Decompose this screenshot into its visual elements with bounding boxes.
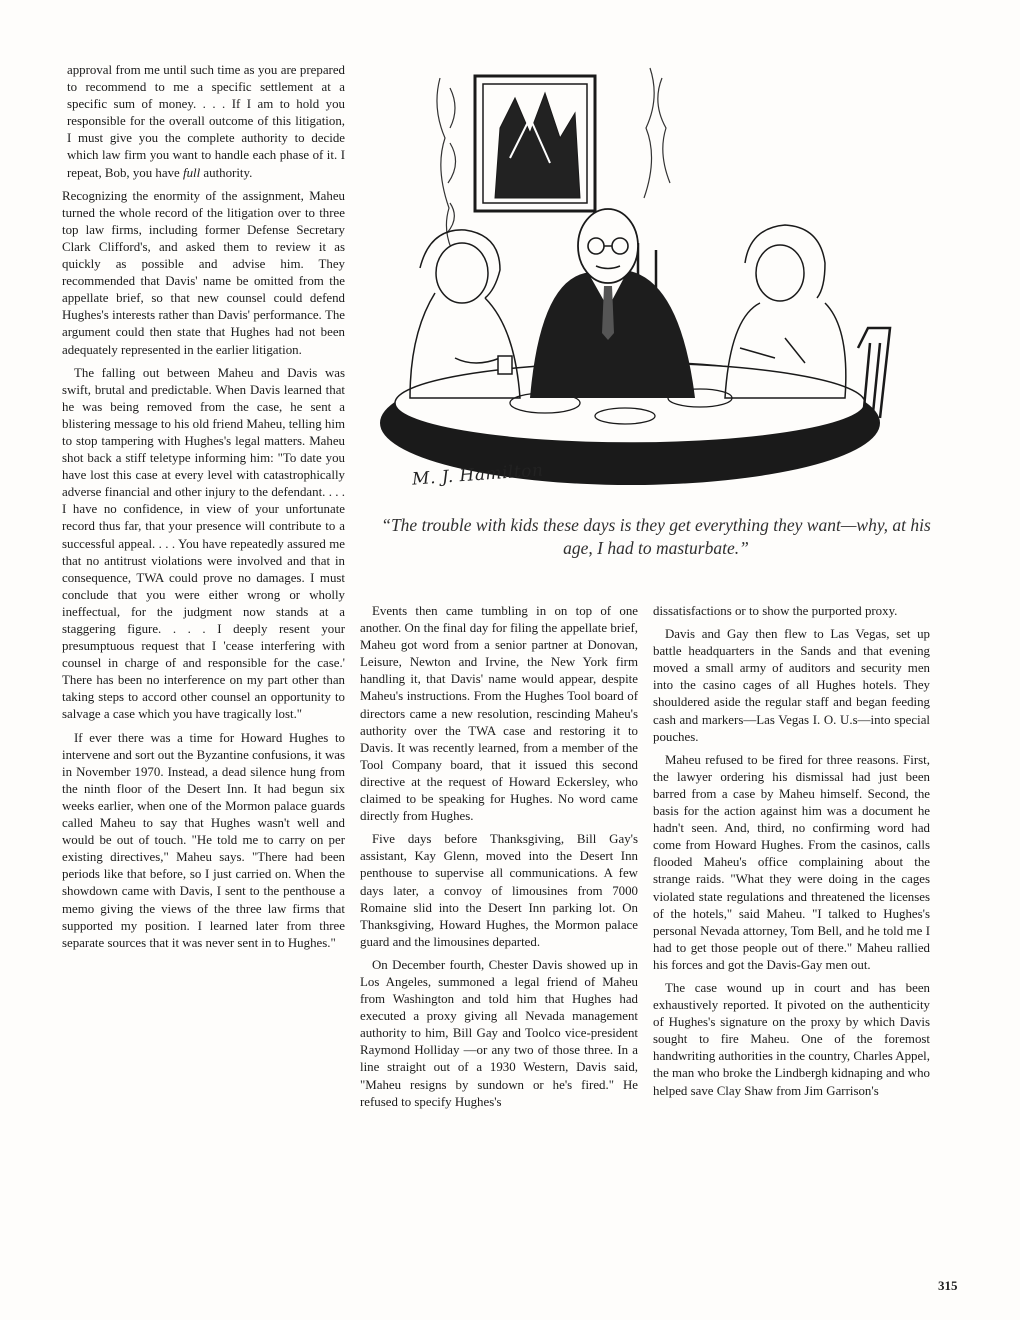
body-paragraph: Events then came tumbling in on top of one another. On the final day for filing the appellate brief, Maheu got word from a senior partner at Donovan, Leisure, Newton and Irvine, the New York firm handling it, that Davis' name would appear, despite Maheu's instructions. From the Hughes Tool board of directors came a new resolution, rescinding Maheu's authority over the TWA case and restoring it to Davis. It was recently learned, from a member of the Tool Company board, that it issued this second directive at the request of Howard Eckersley, who claimed to be speaking for Hughes. No word came directly from Hughes. [360,604,638,824]
artist-signature: M. J. Hamilton [411,460,545,490]
father-figure [530,209,695,398]
body-paragraph: Recognizing the enormity of the assignment, Maheu turned the whole record of the litigation over to three top law firms, including former Defense Secretary Clark Clifford's, and asked them to review it as quickly as possible and advise him. They recommended that Davis' name be omitted from the appellate brief, so that new counsel could defend Hughes's interests rather than Davis' performance. The argument could then state that Hughes had not been adequately represented in the earlier litigation. [62,188,345,357]
quote-paragraph: approval from me until such time as you are prepared to recommend to me a specific settlement at a specific sum of money. . . . If I am to hold you responsible for the overall outcome of this litigation, I must give you the complete authority to decide which law firm you want to handle each phase of it. I repeat, Bob, you have full authority. [67,63,345,180]
body-paragraph: Davis and Gay then flew to Las Vegas, set up battle headquarters in the Sands and that evening moved a small army of auditors and security men into the casino cages of all Hughes hotels. They shouldered aside the regular staff and began feeding cash and markers—Las Vegas I. O. U.s—into special pouches. [653,627,930,744]
body-paragraph: The falling out between Maheu and Davis was swift, brutal and predictable. When Davis learned that he was being removed from the case, he sent a blistering message to his old friend Maheu, telling him to stop tampering with Hughes's legal matters. Maheu shot back a stiff teletype informing him: "To date you have lost this case at every level with catastrophically adverse financial and other injury to the defendant. . . . I have no confidence, in view of your unfortunate record thus far, that your presence will contribute to a successful appeal. . . . You have repeatedly assured me that no antitrust violations were involved and that in consequence, TWA could prove no damages. I must conclude that you were either wrong or wholly ineffectual, for the judgment now stands at a staggering figure. . . . I deeply resent your presumptuous request that I 'cease interfering with counsel in charge of and responsible for the case.' There has been no interference on my part other than taking steps to accord other counsel an opportunity to salvage a case which you have tragically lost." [62,365,345,722]
mother-figure [410,230,520,398]
cartoon-caption: “The trouble with kids these days is they get everything they want—why, at his age, I had to masturbate.” [381,515,931,558]
body-paragraph: Maheu refused to be fired for three reasons. First, the lawyer ordering his dismissal had just been barred from a case by Maheu himself. Second, the basis for the action against him was a document he hadn't seen. And, third, no confirming word had come from Howard Hughes. From the casinos, calls flooded Maheu's office complaining about the strange raids. "What they were doing in the cages violated state regulations and threatened the licenses of the hotels," said Maheu. "I talked to Hughes's personal Nevada attorney, Tom Bell, and he told me I had to get those people out of there." Maheu rallied his forces and got the Davis-Gay men out. [653,752,930,972]
cartoon-illustration [380,58,932,500]
left-column [62,62,345,958]
page-number: 315 [938,1278,958,1293]
middle-column [360,603,638,1117]
wall-painting [475,76,595,211]
body-paragraph: Five days before Thanksgiving, Bill Gay's assistant, Kay Glenn, moved into the Desert Inn penthouse to supervise all communications. A few days later, a convoy of limousines from 7000 Romaine slid into the Desert Inn parking lot. On Thanksgiving, Howard Hughes, the Mormon palace guard and the limousines departed. [360,832,638,949]
body-paragraph: dissatisfactions or to show the purported proxy. [653,604,898,618]
body-paragraph: The case wound up in court and has been exhaustively reported. It pivoted on the authenticity of Hughes's signature on the proxy by which Davis sought to fire Maheu. One of the foremost handwriting authorities in the country, Charles Appel, the man who broke the Lindbergh kidnaping and who helped save Clay Shaw from Jim Garrison's [653,980,930,1098]
body-paragraph: On December fourth, Chester Davis showed up in Los Angeles, summoned a legal friend of Maheu from Washington and told him that Hughes had executed a proxy giving all Nevada management authority to him, Bill Gay and Toolco vice-president Raymond Holliday —or any two of those three. In a line straight out of a 1930 Western, Davis said, "Maheu resigns by sundown or he's fired." He refused to specify Hughes's [360,957,638,1109]
right-column [653,603,930,1106]
body-paragraph: If ever there was a time for Howard Hughes to intervene and sort out the Byzantine confusions, it was in November 1970. Instead, a dead silence hung from the ninth floor of the Desert Inn. It had begun six weeks earlier, when one of the Mormon palace guards called Maheu to say that Hughes wasn't well and would be out of touch. "He told me to carry on per existing directives," Maheu says. "There had been periods like that before, so I just carried on. When the showdown came with Davis, I sent to the penthouse a memo giving the views of the three law firms that supported my position. I learned later from three separate sources that it was never sent in to Hughes." [62,730,345,950]
